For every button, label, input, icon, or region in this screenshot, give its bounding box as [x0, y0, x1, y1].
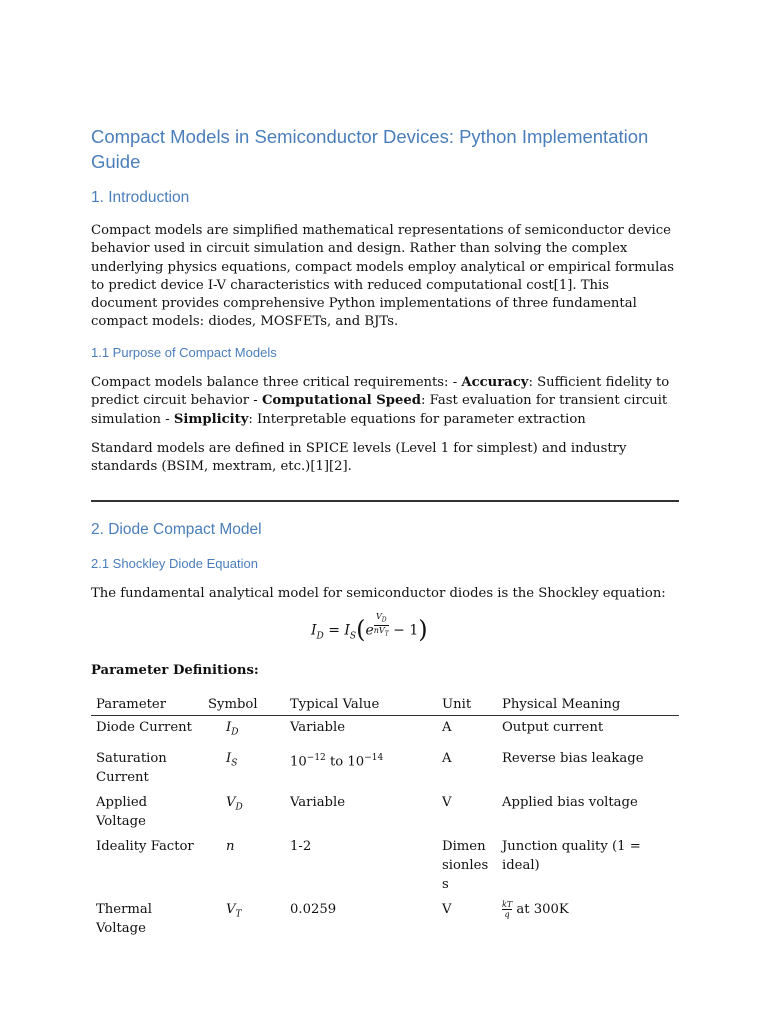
- cell-unit: A: [442, 720, 452, 735]
- cell-parameter: Diode Current: [96, 720, 192, 735]
- cell-unit: V: [442, 794, 452, 810]
- header-typical-value: Typical Value: [285, 693, 437, 716]
- simplicity-label: Simplicity: [173, 411, 249, 427]
- header-symbol: Symbol: [203, 693, 285, 716]
- cell-meaning: Reverse bias leakage: [502, 750, 644, 766]
- cell-parameter: Applied Voltage: [96, 794, 148, 829]
- cell-symbol: $I_S$: [226, 750, 238, 769]
- section-diode-heading: 2. Diode Compact Model: [91, 521, 262, 538]
- parameter-table: [91, 693, 679, 942]
- introduction-paragraph: Compact models are simplified mathematical representations of semiconductor device behavior used in circuit simulation and design. Rather than solving the complex underlying physics equations, compact models employ analytical or empirical formulas to predict device I-V characteristics with reduced computational cost[1]. This document provides comprehensive Python implementations of three fundamental compact models: diodes, MOSFETs, and BJTs.: [91, 223, 675, 330]
- cell-parameter: Thermal Voltage: [96, 901, 152, 936]
- cell-value: Variable: [290, 794, 346, 810]
- cell-meaning: $\frac{kT}{q}$ at 300K: [502, 899, 569, 919]
- speed-label: Computational Speed: [261, 393, 422, 409]
- cell-value: $10^{-12}$ to $10^{-14}$: [290, 752, 384, 770]
- cell-parameter: Ideality Factor: [96, 838, 194, 854]
- accuracy-label: Accuracy: [461, 375, 529, 390]
- header-parameter: Parameter: [91, 693, 203, 716]
- parameter-definitions-label: Parameter Definitions:: [91, 663, 259, 678]
- cell-unit: Dimensionless: [442, 838, 489, 892]
- table-row: [91, 747, 679, 791]
- table-row: [91, 716, 679, 747]
- cell-symbol: $V_D$: [226, 794, 243, 813]
- cell-value: 1-2: [290, 838, 312, 854]
- purpose-paragraph: Compact models balance three critical requirements: - Accuracy: Sufficient fidelity to predict circuit behavior - Computational Speed: Fast evaluation for transient circuit simulation - Simplicity: Interpretable equations for parameter extraction: [91, 375, 670, 427]
- cell-value: Variable: [290, 720, 346, 735]
- cell-parameter: Saturation Current: [96, 750, 167, 785]
- document-title: Compact Models in Semiconductor Devices: Python Implementation Guide: [91, 126, 649, 172]
- header-unit: Unit: [437, 693, 497, 716]
- cell-value: 0.0259: [290, 901, 337, 917]
- cell-unit: A: [442, 750, 452, 766]
- purpose-heading: 1.1 Purpose of Compact Models: [91, 345, 277, 360]
- cell-unit: V: [442, 901, 452, 917]
- cell-meaning: Applied bias voltage: [502, 794, 638, 810]
- cell-meaning: Junction quality (1 = ideal): [502, 838, 641, 873]
- cell-symbol: $I_D$: [226, 720, 239, 738]
- table-header-row: [91, 693, 679, 716]
- cell-symbol: n: [226, 838, 235, 854]
- shockley-equation: $I_D = I_S(e$ $\frac{V_D}{nV_T}$ − 1): [311, 612, 428, 644]
- shockley-paragraph: The fundamental analytical model for semiconductor diodes is the Shockley equation:: [91, 586, 666, 601]
- cell-symbol: $V_T$: [226, 901, 242, 920]
- header-physical-meaning: Physical Meaning: [497, 693, 679, 716]
- standards-paragraph: Standard models are defined in SPICE levels (Level 1 for simplest) and industry standards (BSIM, mextram, etc.)[1][2].: [91, 441, 627, 475]
- cell-meaning: Output current: [502, 720, 604, 735]
- table-row: [91, 835, 679, 898]
- section-divider: [91, 500, 679, 502]
- table-row: [91, 791, 679, 835]
- table-row: [91, 898, 679, 942]
- shockley-heading: 2.1 Shockley Diode Equation: [91, 556, 258, 571]
- section-introduction-heading: 1. Introduction: [91, 189, 190, 206]
